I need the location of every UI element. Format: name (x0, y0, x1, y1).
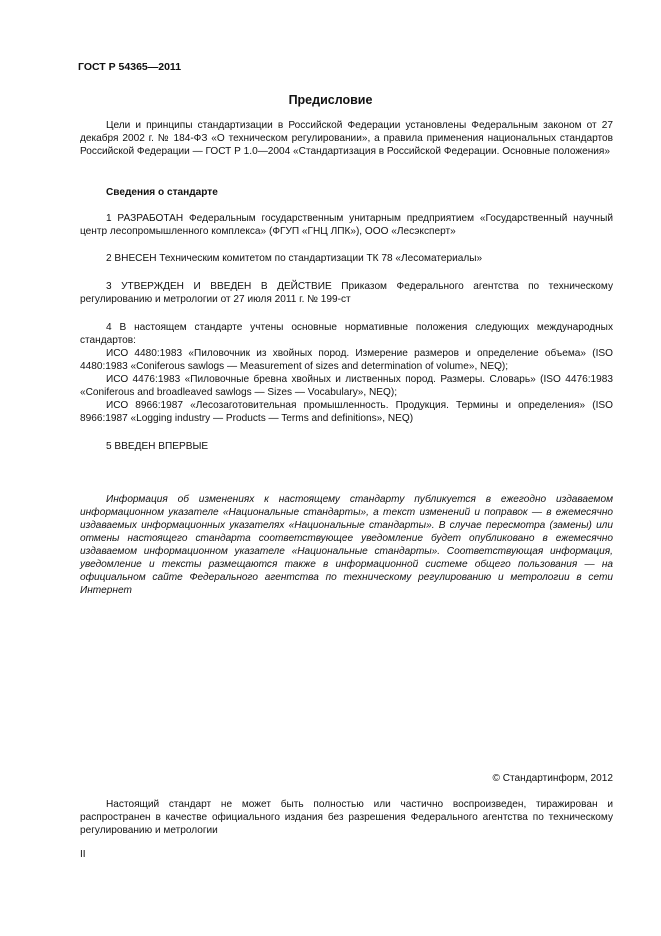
page-number: II (80, 849, 86, 860)
notice-block (80, 493, 613, 597)
info-item-5-block (80, 440, 613, 453)
notice-text: Информация об изменениях к настоящему стандарту публикуется в ежегодно издаваемом информационном указателе «Национальные стандарты», а текст изменений и поправок — в ежемесячно издаваемых информационных указателях «Национальные стандарты». В случае пересмотра (замены) или отмены настоящего стандарта соответствующее уведомление будет опубликовано в ежемесячно издаваемом информационном указателе «Национальные стандарты». Соответствующая информация, уведомление и тексты размещаются также в информационной системе общего пользования — на официальном сайте Федерального агентства по техническому регулированию и метрологии в сети Интернет (80, 494, 613, 596)
info-item-2-block (80, 252, 613, 265)
info-item-4: 4 В настоящем стандарте учтены основные нормативные положения следующих международных стандартов: (80, 322, 613, 346)
copyright: © Стандартинформ, 2012 (492, 773, 613, 784)
reproduction-block (80, 798, 613, 837)
info-item-1-block (80, 212, 613, 238)
info-item-1: 1 РАЗРАБОТАН Федеральным государственным унитарным предприятием «Государственный научный центр лесопромышленного комплекса» (ФГУП «ГНЦ ЛПК»), ООО «Лесэксперт» (80, 213, 613, 237)
iso-standard-3: ИСО 8966:1987 «Лесозаготовительная промышленность. Продукция. Термины и определения» (ISO 8966:1987 «Logging industry — Products — Terms and definitions», NEQ) (80, 400, 613, 424)
foreword-intro-block (80, 119, 613, 158)
info-heading-block (80, 186, 613, 199)
iso-standard-1: ИСО 4480:1983 «Пиловочник из хвойных пород. Измерение размеров и определение объема» (ISO 4480:1983 «Coniferous sawlogs — Measurement of sizes and determination of volume», NEQ); (80, 348, 613, 372)
info-item-2: 2 ВНЕСЕН Техническим комитетом по стандартизации ТК 78 «Лесоматериалы» (106, 253, 483, 264)
iso-standard-2: ИСО 4476:1983 «Пиловочные бревна хвойных и лиственных пород. Размеры. Словарь» (ISO 4476:1983 «Coniferous and broadleaved sawlogs — Sizes — Vocabulary», NEQ); (80, 374, 613, 398)
info-item-3-block (80, 280, 613, 306)
document-id-header: ГОСТ Р 54365—2011 (78, 61, 182, 73)
info-item-5: 5 ВВЕДЕН ВПЕРВЫЕ (106, 441, 209, 452)
reproduction-text: Настоящий стандарт не может быть полностью или частично воспроизведен, тиражирован и распространен в качестве официального издания без разрешения Федерального агентства по техническому регулированию и метрологии (80, 799, 613, 836)
info-item-4-block (80, 321, 613, 425)
foreword-title: Предисловие (288, 93, 373, 107)
foreword-intro: Цели и принципы стандартизации в Российской Федерации установлены Федеральным законом от 27 декабря 2002 г. № 184-ФЗ «О техническом регулировании», а правила применения национальных стандартов Российской Федерации — ГОСТ Р 1.0—2004 «Стандартизация в Российской Федерации. Основные положения» (80, 120, 613, 157)
info-heading: Сведения о стандарте (106, 187, 218, 198)
info-item-3: 3 УТВЕРЖДЕН И ВВЕДЕН В ДЕЙСТВИЕ Приказом Федерального агентства по техническому регулированию и метрологии от 27 июля 2011 г. № 199-ст (80, 281, 613, 305)
